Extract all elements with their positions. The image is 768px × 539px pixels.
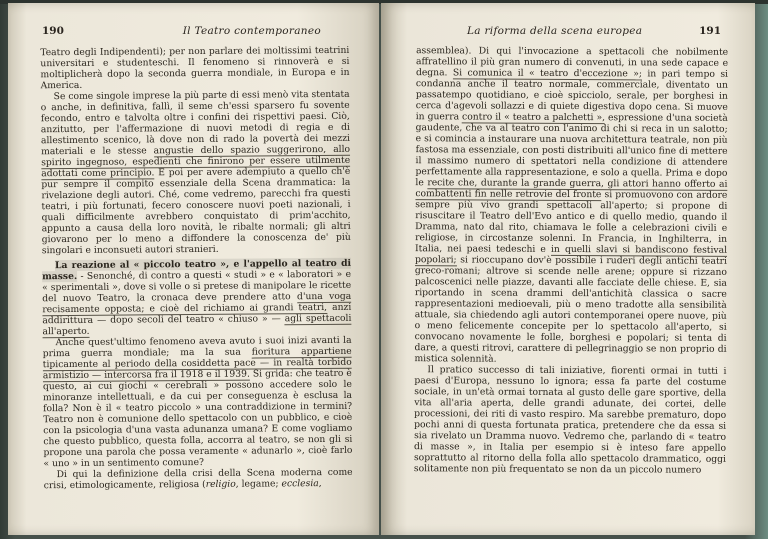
text-run: Di qui la definizione della crisi della Scena moderna come crisi, etimologicamente, religiosa ( <box>43 466 353 492</box>
text-run: si rioccupano dov'è possibile i ruderi degli antichi teatri greco-romani; altrove si scende nelle arene; oppure si rizzano palcoscenici nelle piazze, davanti alle facciate delle chiese. E, sia riportando in scena drammi dell'antichità classica o sacre rappresentazioni medioevali, più o meno tradotte alla sensibilità attuale, sia chiedendo agli autori contemporanei opere nuove, più o meno felicemente concepite per lo spettacolo all'aperto, si convocano novamente le folle, borghesi e popolari; si tenta di dare, a questi ritrovi, carattere di pellegrinaggio se non proprio di mistica solennità. <box>414 254 728 365</box>
right-running-title: La riforma della scena europea <box>467 25 643 37</box>
text-run: ecclesia <box>281 478 319 490</box>
paragraph <box>414 364 727 476</box>
text-run: - Senonché, di contro a questi « studi » e « laboratori » e « sperimentali », dove si volle o si pretese di manipolare le ricette del nuovo Teatro, la cronaca deve prendere atto <box>42 268 352 305</box>
right-page <box>381 3 755 535</box>
text-run: La reazione al « piccolo teatro », e l'appello al teatro di masse. <box>42 257 352 283</box>
text-run: Si comunica il « teatro d'eccezione »; <box>452 67 642 80</box>
paragraph <box>43 335 353 469</box>
left-page-number: 190 <box>42 25 64 37</box>
text-run: si promuovono con ardore sempre più vivo grandi spettacoli all'aperto; si propone di risuscitare il Teatro dell'Evo antico e di quello medio, quando il Dramma, nato dal rito, chiamava le folle a celebrazioni civili e religiose, in circostanze solenni. In Francia, in Inghilterra, in Italia, nei paesi tedeschi e <box>415 189 728 255</box>
text-run: religio <box>205 478 236 490</box>
left-page-text <box>40 45 352 491</box>
text-run: Si grida: che teatro è questo, ai cui giochi « cerebrali » possono accedere solo le minoranze intellettuali, e da cui per conseguenza è esclusa la folla? Non è il « teatro piccolo » una contraddizione in termini? Teatro non è comunione dello spettacolo con un pubblico, e cioè con la psicologia d'una vasta adunanza umana? E come vogliamo che questo pubblico, questa folla, accorra al teatro, se non gli si propone una parola che possa veramente « adunarlo », cioè farlo « uno » in un sentimento comune? <box>42 367 353 470</box>
text-run: fioritura appartiene tipicamente al periodo della cosiddetta pace — in realtà torbido armistizio — intercorsa fra il 1918 e il 1939. <box>42 345 352 382</box>
text-run: Il pratico successo di tali iniziative, fiorenti ormai in tutti i paesi d'Europa, nessuno lo ignora; essa fa parte del costume sociale, in un'età ormai tornata al gusto delle gare sportive, della vita all'aria aperta, delle grandi adunate, dei cortei, delle processioni, dei riti di vasto respiro. Ma sarebbe prematuro, dopo pochi anni di questa fortunata pratica, pretendere che da essa si sia rivelato un Dramma nuovo. Vedremo che, parlando di « teatro di masse », in Italia per esempio si è inteso fare appello soprattutto al ritorno della folla allo spettacolo drammatico, oggi solitamente non più frequentato se non da un piccolo numero <box>413 364 727 476</box>
text-run: assemblea). Di qui l'invocazione a spettacoli che nobilmente affratellino il più gran numero di convenuti, in una sede capace e degna. <box>415 45 729 79</box>
right-page-number: 191 <box>699 25 721 37</box>
paragraph <box>41 89 351 256</box>
text-run: espressione d'una società gaudente, che va al teatro con l'animo di chi si reca in un salotto; e si comincia a instaurare una nuova architettura teatrale, non più fastosa ma essenziale, con posti distribuiti all'unico fine di mettere il massimo numero di spettatori nella condizione di attendere perfettamente alla rappresentazione, e solo a quella. Prima e dopo le <box>415 112 728 189</box>
text-run: d'una voga recisamente opposta; e cioè del richiamo ai grandi teatri, <box>42 290 352 316</box>
paragraph <box>42 258 352 337</box>
paragraph <box>40 45 349 91</box>
paragraph <box>44 467 353 491</box>
text-run: Se come singole imprese la più parte di essi menò vita stentata o anche, in definitiva, fallì, il seme ch'essi sparsero fu sovente fecondo, entro e talvolta oltre i confini dei rispettivi paesi. Ciò, anzitutto, per l'affermazione di nuovi metodi di regia e di allestimento scenico, là dove non di rado la povertà dei mezzi materiali e le stesse <box>40 88 351 158</box>
text-run: E poi per avere adempiuto a quello ch'è pur sempre il compito essenziale della Scena drammatica: la rivelazione degli autori. Ché, come vedremo, parecchi fra questi teatri, i più fortunati, fecero conoscere nuovi poeti nazionali, i quali difficilmente avrebbero conquistato di prim'acchito, appunto a causa della loro novità, le ribalte normali; gli altri giovarono per lo meno a diffondere la conoscenza de' più singolari e inconsueti autori stranieri. <box>41 165 351 257</box>
text-run: Teatro degli Indipendenti); per non parlare dei moltissimi teatrini universitari e studenteschi. Il fenomeno si rinnoverà e si moltiplicherà dopo la seconda guerra mondiale, in Europa e in America. <box>40 44 350 92</box>
text-run: recite che, durante la grande guerra, gli attori hanno offerto ai combattenti fin nelle retrovie del fronte <box>415 177 728 201</box>
text-run: , <box>318 478 322 490</box>
text-run: , legame; <box>235 478 282 490</box>
paragraph <box>414 45 728 366</box>
text-run: angustie dello spazio suggerirono, allo spirito ingegnoso, espedienti che finirono per essere utilmente adottati come principio. <box>41 143 351 180</box>
text-run: contro il « teatro a palchetti », <box>462 111 606 124</box>
text-run: agli spettacoli all'aperto. <box>42 312 352 338</box>
text-run: Anche quest'ultimo fenomeno aveva avuto i suoi inizi avanti la prima guerra mondiale; ma la sua <box>42 334 352 360</box>
right-page-text <box>414 45 728 476</box>
text-run: in pari tempo si condanna anche il teatro normale, commerciale, diventato un passatempo quotidiano, e cioè spicciolo, serale, per borghesi in cerca d'agevoli sollazzi e di quiete digestiva dopo cena. Si muove in guerra <box>415 68 729 123</box>
left-running-title: Il Teatro contemporaneo <box>182 25 321 37</box>
left-page <box>8 3 379 535</box>
text-run: in quelli slavi si bandiscono festival popolari; <box>414 243 728 266</box>
right-page-header <box>417 25 721 40</box>
left-page-header <box>42 25 349 40</box>
text-run: anzi addirittura — dopo secoli del teatro « chiuso » — <box>42 301 352 327</box>
